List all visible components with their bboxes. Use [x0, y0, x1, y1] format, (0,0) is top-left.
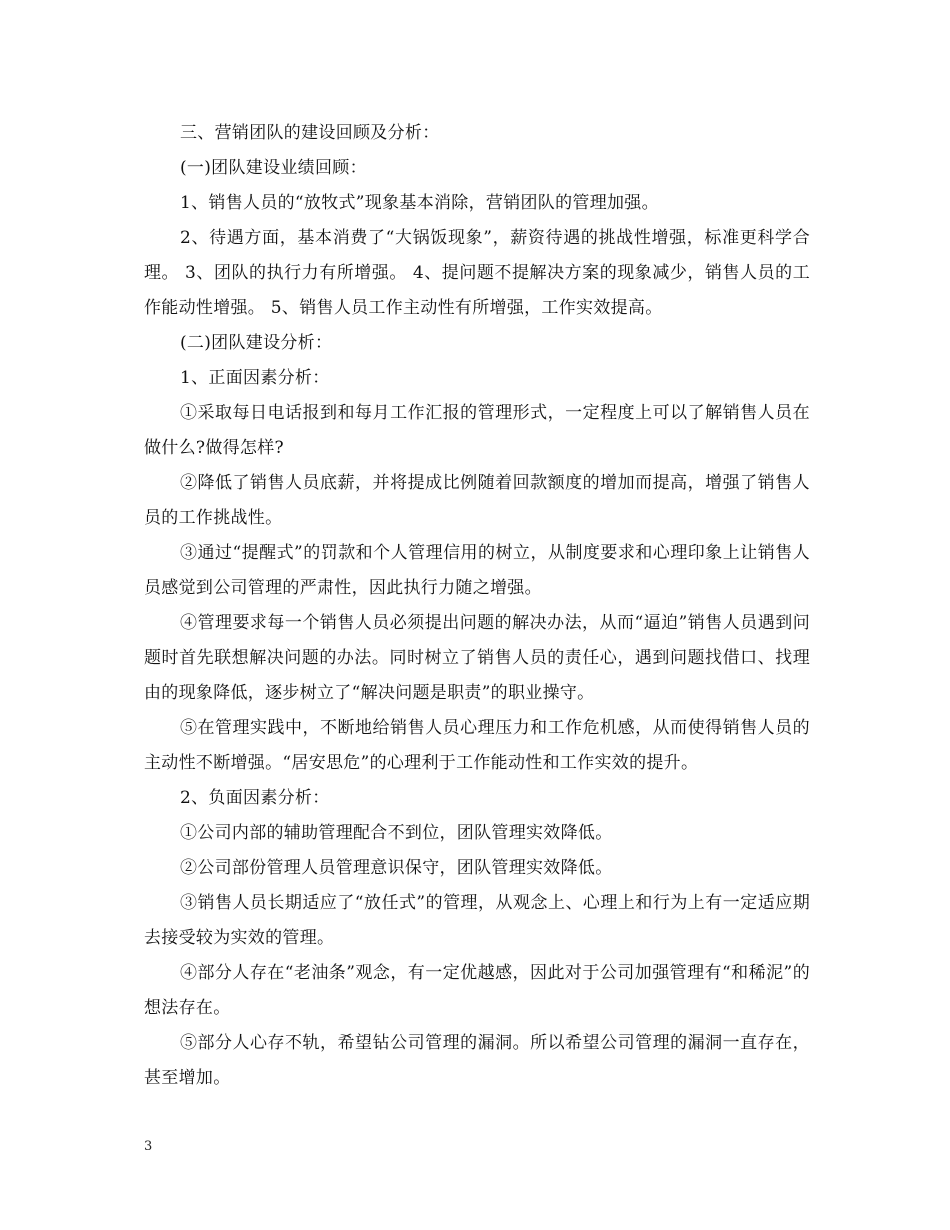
section-heading: 三、营销团队的建设回顾及分析：	[180, 123, 440, 143]
list-item: ③销售人员长期适应了“放任式”的管理，从观念上、心理上和行为上有一定适应期去接受较为实效的管理。	[144, 893, 810, 948]
list-item: ①采取每日电话报到和每月工作汇报的管理形式，一定程度上可以了解销售人员在做什么?做得怎样?	[144, 403, 810, 458]
list-item: ②降低了销售人员底薪，并将提成比例随着回款额度的增加而提高，增强了销售人员的工作挑战性。	[144, 473, 810, 528]
positive-factors-heading: 1、正面因素分析：	[180, 368, 330, 388]
list-item: ①公司内部的辅助管理配合不到位，团队管理实效降低。	[180, 823, 613, 843]
list-item: ③通过“提醒式”的罚款和个人管理信用的树立，从制度要求和心理印象上让销售人员感觉到公司管理的严肃性，因此执行力随之增强。	[144, 543, 810, 598]
list-item: ④部分人存在“老油条”观念，有一定优越感，因此对于公司加强管理有“和稀泥”的想法存在。	[144, 963, 810, 1018]
paragraph: 1、销售人员的“放牧式”现象基本消除，营销团队的管理加强。	[180, 193, 659, 213]
subsection-heading-analysis: (二)团队建设分析：	[180, 333, 333, 353]
list-item: ⑤在管理实践中，不断地给销售人员心理压力和工作危机感，从而使得销售人员的主动性不断增强。“居安思危”的心理利于工作能动性和工作实效的提升。	[144, 718, 810, 773]
list-item: ②公司部份管理人员管理意识保守，团队管理实效降低。	[180, 858, 613, 878]
negative-factors-heading: 2、负面因素分析：	[180, 788, 330, 808]
list-item: ⑤部分人心存不轨，希望钻公司管理的漏洞。所以希望公司管理的漏洞一直存在，甚至增加。	[144, 1033, 810, 1088]
list-item: ④管理要求每一个销售人员必须提出问题的解决办法，从而“逼迫”销售人员遇到问题时首先联想解决问题的办法。同时树立了销售人员的责任心，遇到问题找借口、找理由的现象降低，逐步树立了“解决问题是职责”的职业操守。	[144, 613, 810, 703]
page-number: 3	[144, 1139, 153, 1154]
subsection-heading-review: (一)团队建设业绩回顾：	[180, 158, 367, 178]
paragraph: 2、待遇方面，基本消费了“大锅饭现象”，薪资待遇的挑战性增强，标准更科学合理。 3、团队的执行力有所增强。 4、提问题不提解决方案的现象减少，销售人员的工作能动性增强。 5、销售人员工作主动性有所增强，工作实效提高。	[144, 228, 810, 318]
document-body	[144, 116, 810, 1096]
